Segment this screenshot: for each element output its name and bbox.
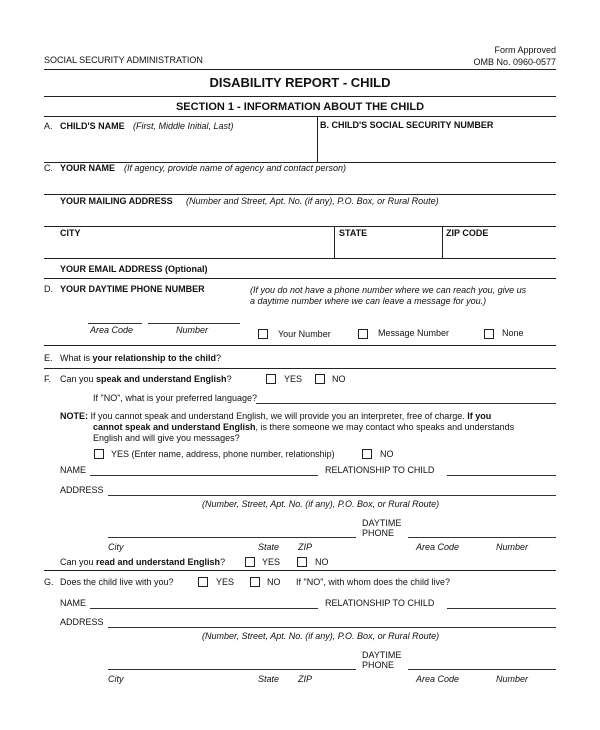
g-zip-caption: ZIP	[298, 674, 313, 684]
item-g-letter: G.	[44, 577, 54, 587]
childs-name-label: CHILD'S NAME	[60, 121, 125, 131]
contact-no-checkbox[interactable]	[362, 449, 372, 459]
city-label: CITY	[60, 228, 81, 238]
live-with-whom-label: If "NO", with whom does the child live?	[296, 577, 450, 587]
g-phone-label: PHONE	[362, 660, 395, 670]
agency-name: SOCIAL SECURITY ADMINISTRATION	[44, 55, 203, 65]
area-code-caption: Area Code	[90, 325, 134, 335]
preferred-language-label: If "NO", what is your preferred language?	[93, 393, 257, 403]
contact-phone-line[interactable]	[408, 537, 556, 538]
state-label: STATE	[339, 228, 368, 238]
read-english-question: Can you read and understand English?	[60, 557, 226, 567]
contact-yes-checkbox[interactable]	[94, 449, 104, 459]
zip-code-label: ZIP CODE	[446, 228, 489, 238]
area-code-line[interactable]	[88, 323, 142, 324]
note-line-3: English and will give you messages?	[93, 433, 240, 443]
item-e-letter: E.	[44, 353, 53, 363]
phone-hint-2: a daytime number where we can leave a message for you.)	[250, 296, 487, 306]
contact-state-caption: State	[258, 542, 280, 552]
read-no-checkbox[interactable]	[297, 557, 307, 567]
form-title: DISABILITY REPORT - CHILD	[209, 75, 391, 90]
phone-hint-1: (If you do not have a phone number where we can reach you, give us	[250, 285, 527, 295]
phone-number-line[interactable]	[148, 323, 240, 324]
g-number-caption: Number	[496, 674, 529, 684]
g-phone-line[interactable]	[408, 669, 556, 670]
read-yes-label: YES	[262, 557, 281, 567]
g-relationship-line[interactable]	[447, 608, 556, 609]
contact-address-hint: (Number, Street, Apt. No. (if any), P.O. Box, or Rural Route)	[202, 499, 440, 509]
read-no-label: NO	[315, 557, 329, 567]
note-line-1: NOTE: If you cannot speak and understand English, we will provide you an interpreter, free of charge. If you	[60, 411, 492, 421]
contact-name-line[interactable]	[90, 475, 318, 476]
speak-yes-label: YES	[284, 374, 303, 384]
none-checkbox[interactable]	[484, 329, 494, 339]
contact-city-caption: City	[108, 542, 124, 552]
omb-number: OMB No. 0960-0577	[473, 57, 556, 67]
number-caption: Number	[176, 325, 209, 335]
speak-yes-checkbox[interactable]	[266, 374, 276, 384]
contact-area-caption: Area Code	[416, 542, 460, 552]
g-address-label: ADDRESS	[60, 617, 104, 627]
contact-address-label: ADDRESS	[60, 485, 104, 495]
g-address-hint: (Number, Street, Apt. No. (if any), P.O. Box, or Rural Route)	[202, 631, 440, 641]
note-line-2: cannot speak and understand English, is there someone we may contact who speaks and understands	[93, 422, 515, 432]
mailing-address-label: YOUR MAILING ADDRESS	[60, 196, 173, 206]
contact-zip-caption: ZIP	[298, 542, 313, 552]
read-yes-checkbox[interactable]	[245, 557, 255, 567]
g-area-caption: Area Code	[416, 674, 460, 684]
contact-relationship-line[interactable]	[447, 475, 556, 476]
g-state-caption: State	[258, 674, 280, 684]
your-number-checkbox[interactable]	[258, 329, 268, 339]
live-no-label: NO	[267, 577, 281, 587]
item-d-letter: D.	[44, 284, 53, 294]
contact-phone-label: PHONE	[362, 528, 395, 538]
g-city-state-zip-line[interactable]	[108, 669, 356, 670]
none-label: None	[502, 328, 524, 338]
item-f-letter: F.	[44, 374, 52, 384]
item-a-letter: A.	[44, 121, 53, 131]
your-name-label: YOUR NAME	[60, 163, 116, 173]
live-yes-checkbox[interactable]	[198, 577, 208, 587]
g-relationship-label: RELATIONSHIP TO CHILD	[325, 598, 435, 608]
ssn-label: B. CHILD'S SOCIAL SECURITY NUMBER	[320, 120, 494, 130]
mailing-address-hint: (Number and Street, Apt. No. (if any), P.O. Box, or Rural Route)	[186, 196, 439, 206]
contact-daytime-label: DAYTIME	[362, 518, 402, 528]
item-c-letter: C.	[44, 163, 53, 173]
speak-english-question: Can you speak and understand English?	[60, 374, 232, 384]
speak-no-label: NO	[332, 374, 346, 384]
g-city-caption: City	[108, 674, 124, 684]
your-number-label: Your Number	[278, 329, 331, 339]
g-name-label: NAME	[60, 598, 87, 608]
message-number-label: Message Number	[378, 328, 450, 338]
g-name-line[interactable]	[90, 608, 318, 609]
contact-city-state-zip-line[interactable]	[108, 537, 356, 538]
g-daytime-label: DAYTIME	[362, 650, 402, 660]
daytime-phone-label: YOUR DAYTIME PHONE NUMBER	[60, 284, 205, 294]
email-label: YOUR EMAIL ADDRESS (Optional)	[60, 264, 208, 274]
form-approved: Form Approved	[494, 45, 556, 55]
relationship-question: What is your relationship to the child?	[60, 353, 222, 363]
contact-name-label: NAME	[60, 465, 87, 475]
contact-number-caption: Number	[496, 542, 529, 552]
speak-no-checkbox[interactable]	[315, 374, 325, 384]
your-name-hint: (If agency, provide name of agency and contact person)	[124, 163, 346, 173]
contact-address-line[interactable]	[108, 495, 556, 496]
contact-yes-label: YES (Enter name, address, phone number, relationship)	[111, 449, 335, 459]
section-title: SECTION 1 - INFORMATION ABOUT THE CHILD	[175, 101, 425, 113]
childs-name-hint: (First, Middle Initial, Last)	[133, 121, 234, 131]
live-yes-label: YES	[216, 577, 235, 587]
g-address-line[interactable]	[108, 627, 556, 628]
message-number-checkbox[interactable]	[358, 329, 368, 339]
contact-relationship-label: RELATIONSHIP TO CHILD	[325, 465, 435, 475]
ssn-field[interactable]	[322, 132, 554, 160]
contact-no-label: NO	[380, 449, 394, 459]
childs-name-field[interactable]	[60, 132, 314, 160]
live-with-question: Does the child live with you?	[60, 577, 174, 587]
live-no-checkbox[interactable]	[250, 577, 260, 587]
preferred-language-line[interactable]	[256, 403, 556, 404]
